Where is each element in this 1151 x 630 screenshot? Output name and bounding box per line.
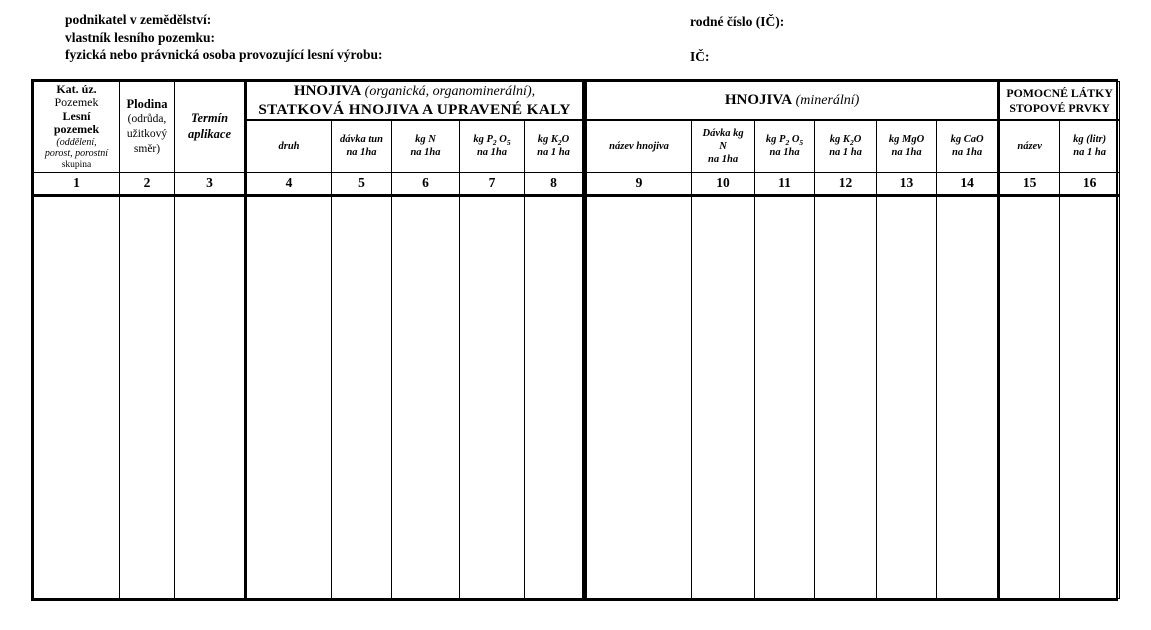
- sub-header-col15-nazev: název: [999, 120, 1060, 172]
- body-cell-7: [460, 195, 525, 599]
- sub-header-col9-nazev-hnojiva: název hnojiva: [585, 120, 692, 172]
- field-label-podnikatel: podnikatel v zemědělství:: [65, 12, 212, 27]
- sub-header-col8-kg-k2o: kg $K_2O$ na 1 ha: [525, 120, 585, 172]
- column-number-12: 12: [815, 172, 877, 195]
- body-cell-4: [246, 195, 332, 599]
- col2-header-line: (odrůda,: [127, 112, 167, 125]
- group-header-auxiliary-substances: [999, 82, 1120, 121]
- col1-header-kat-uz: [34, 82, 120, 173]
- col1-header-line: Pozemek: [54, 95, 99, 109]
- body-cell-3: [175, 195, 246, 599]
- col3-header-line: aplikace: [187, 126, 232, 141]
- col2-header-line: směr): [133, 142, 161, 155]
- sub-header-col7-kg-p2o5: kg $P_2$ $O_5$ na 1ha: [460, 120, 525, 172]
- body-cell-8: [525, 195, 585, 599]
- sub-header-col16-kg-litr: kg (litr) na 1 ha: [1060, 120, 1120, 172]
- group-aux-line: POMOCNÉ LÁTKY: [1006, 86, 1113, 100]
- body-cell-2: [120, 195, 175, 599]
- group-header-organic-fertilizers: [246, 82, 585, 121]
- col1-header-line: skupina: [61, 159, 92, 170]
- sub-header-col5-davka-tun: dávka tun na 1ha: [332, 120, 392, 172]
- col1-header-line: (oddělení,: [56, 136, 97, 148]
- column-number-6: 6: [392, 172, 460, 195]
- group-aux-line: STOPOVÉ PRVKY: [1009, 100, 1110, 115]
- col1-header-line: Kat. úz.: [56, 81, 97, 96]
- group-mineral-subtitle: (minerální): [792, 93, 860, 108]
- sub-header-col12-kg-k2o: kg $K_2O$ na 1 ha: [815, 120, 877, 172]
- sub-header-col13-kg-mgo: kg MgO na 1ha: [877, 120, 937, 172]
- column-number-11: 11: [755, 172, 815, 195]
- column-number-8: 8: [525, 172, 585, 195]
- column-number-3: 3: [175, 172, 246, 195]
- body-cell-11: [755, 195, 815, 599]
- group-mineral-title: HNOJIVA: [724, 92, 793, 108]
- sub-header-col6-kg-n: kg N na 1ha: [392, 120, 460, 172]
- body-cell-5: [332, 195, 392, 599]
- column-number-1: 1: [34, 172, 120, 195]
- body-cell-10: [692, 195, 755, 599]
- col1-header-line: Lesní: [62, 108, 91, 123]
- body-cell-9: [585, 195, 692, 599]
- sub-header-col10-davka-kg-n: Dávka kg N na 1ha: [692, 120, 755, 172]
- field-label-ic: IČ:: [690, 49, 710, 64]
- body-cell-12: [815, 195, 877, 599]
- group-organic-line2: STATKOVÁ HNOJIVA A UPRAVENÉ KALY: [258, 101, 571, 118]
- body-cell-16: [1060, 195, 1120, 599]
- col3-header-line: Termín: [190, 111, 229, 126]
- sub-header-col11-kg-p2o5: kg $P_2$ $O_5$ na 1ha: [755, 120, 815, 172]
- column-number-15: 15: [999, 172, 1060, 195]
- form-header-left: [65, 11, 383, 64]
- column-number-9: 9: [585, 172, 692, 195]
- col2-header-line: Plodina: [126, 96, 168, 111]
- field-label-rodne-cislo: rodné číslo (IČ):: [690, 14, 785, 29]
- group-organic-title: HNOJIVA: [293, 83, 362, 99]
- group-header-mineral-fertilizers: [585, 82, 999, 121]
- sub-header-col14-kg-cao: kg CaO na 1ha: [937, 120, 999, 172]
- field-label-fyzicka-osoba: fyzická nebo právnická osoba provozující lesní výrobu:: [65, 47, 383, 62]
- column-number-14: 14: [937, 172, 999, 195]
- body-cell-15: [999, 195, 1060, 599]
- group-organic-subtitle: (organická, organominerální),: [361, 84, 536, 99]
- col3-header-termin: [175, 82, 246, 173]
- column-number-16: 16: [1060, 172, 1120, 195]
- fertilizer-record-table: [31, 79, 1118, 601]
- column-number-13: 13: [877, 172, 937, 195]
- body-cell-14: [937, 195, 999, 599]
- column-number-7: 7: [460, 172, 525, 195]
- sub-header-col4-druh: druh: [246, 120, 332, 172]
- column-number-4: 4: [246, 172, 332, 195]
- body-cell-13: [877, 195, 937, 599]
- body-cell-6: [392, 195, 460, 599]
- field-label-vlastnik-pozemku: vlastník lesního pozemku:: [65, 29, 216, 45]
- column-number-5: 5: [332, 172, 392, 195]
- column-number-10: 10: [692, 172, 755, 195]
- col2-header-plodina: [120, 82, 175, 173]
- col1-header-line: porost, porostní: [44, 148, 109, 159]
- column-number-2: 2: [120, 172, 175, 195]
- col2-header-line: užitkový: [126, 127, 168, 140]
- body-cell-1: [34, 195, 120, 599]
- col1-header-line: pozemek: [53, 122, 100, 136]
